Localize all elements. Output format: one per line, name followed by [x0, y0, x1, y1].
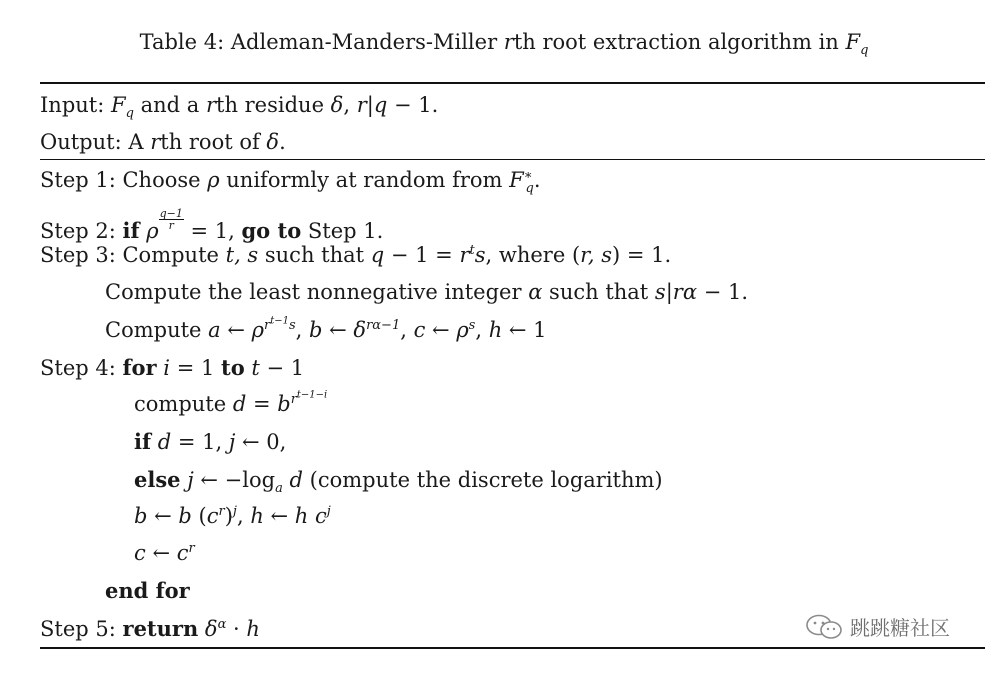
step-1-line: Step 1: Choose ρ uniformly at random from $F^∗_q$.	[40, 168, 541, 197]
goto-keyword: go to	[241, 218, 302, 243]
watermark-text: 跳跳糖社区	[850, 616, 950, 640]
output-label: Output:	[40, 130, 122, 154]
step-4-else-line: else j ← $-\log_a$ d (compute the discrete logarithm)	[134, 467, 663, 497]
step-4-line: Step 4: for i = 1 to t − 1	[40, 355, 305, 380]
output-line: Output: A rth root of δ.	[40, 130, 286, 154]
to-keyword: to	[221, 355, 245, 380]
if-keyword: if	[122, 218, 140, 243]
input-line: Input: $F_q$ and a rth residue δ, r|q − 1.	[40, 93, 439, 122]
step-3-alpha-line: Compute the least nonnegative integer α such that s|rα − 1.	[105, 280, 748, 304]
end-for-line	[105, 580, 190, 602]
step-3-label: Step 3:	[40, 243, 116, 267]
input-label: Input:	[40, 93, 105, 117]
step-4-compute-line: compute $d = b^{r^{t-1-i}}$	[134, 389, 328, 416]
step-4-if-line: if d = 1, j ← 0,	[134, 429, 287, 454]
wechat-icon	[804, 613, 844, 641]
bottom-rule	[40, 647, 985, 649]
watermark	[804, 612, 950, 641]
top-rule	[40, 82, 985, 84]
step-4-label: Step 4:	[40, 356, 116, 380]
step-5-label: Step 5:	[40, 617, 116, 641]
endfor-keyword: end for	[105, 578, 190, 603]
step-4-update-line: b ← b $(c^r)^j$, h ← h $c^j$	[134, 504, 331, 528]
table-caption: Table 4: Adleman-Manders-Miller rth root extraction algorithm in $F_q$	[139, 30, 869, 59]
step-2-label: Step 2:	[40, 219, 116, 243]
step-3-line: Step 3: Compute t, s such that $q - 1 = r^ts$, where (r, s) = 1.	[40, 243, 672, 267]
if-keyword-2: if	[134, 429, 152, 454]
return-keyword: return	[122, 616, 199, 641]
else-keyword: else	[134, 467, 181, 492]
step-4-c-line: c ← $c^r$	[134, 541, 195, 565]
header-rule	[40, 159, 985, 160]
step-5-line: Step 5: return $\delta^\alpha \cdot h$	[40, 616, 260, 641]
for-keyword: for	[122, 355, 157, 380]
step-1-label: Step 1:	[40, 168, 116, 192]
step-3-init-line: Compute a ← $\rho^{r^{t-1}s}$, b ← $\delta^{r\alpha-1}$, c ← $\rho^s$, h ← 1	[105, 315, 547, 342]
step-2-line: Step 2: if ρ $\frac{q-1}{r}$ = 1, go to Step 1.	[40, 207, 384, 243]
